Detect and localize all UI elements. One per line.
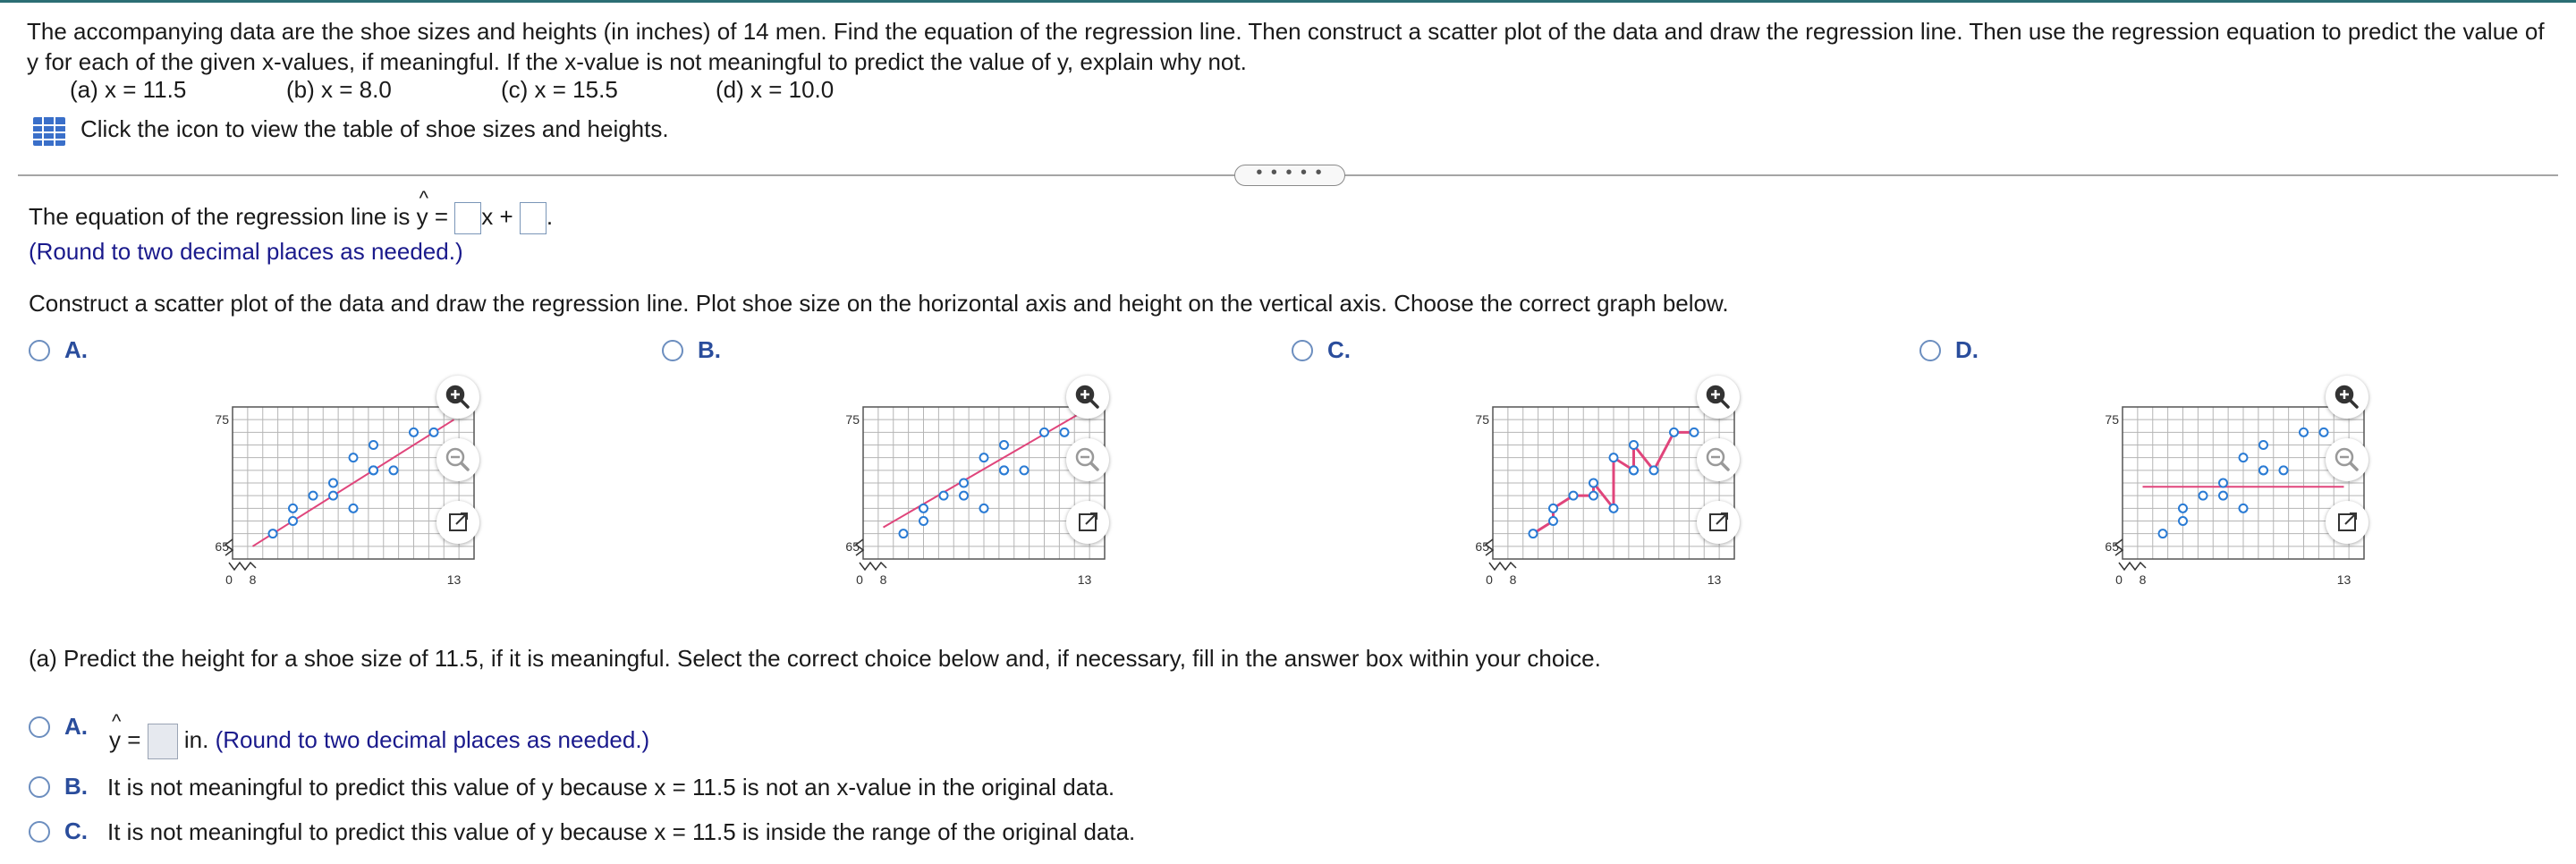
data-point <box>269 529 277 538</box>
data-point <box>1549 517 1557 525</box>
data-point <box>980 453 988 462</box>
radio-option-c[interactable] <box>1292 340 1313 361</box>
y-tick-label: 75 <box>215 412 229 428</box>
data-point <box>1670 428 1678 436</box>
axis-break-x <box>1489 563 1516 570</box>
zoom-in-icon[interactable] <box>1066 376 1109 419</box>
choice-b-text: It is not meaningful to predict this value of y because x = 11.5 is not an x-value in the original data. <box>107 774 1115 800</box>
x-tick-label: 8 <box>249 572 257 587</box>
radio-choice-b[interactable] <box>29 776 50 798</box>
axis-break-x <box>229 563 256 570</box>
data-point <box>1530 529 1538 538</box>
data-point <box>2199 492 2207 500</box>
popout-icon[interactable] <box>436 501 479 544</box>
data-point <box>2179 504 2187 512</box>
y-tick-label: 75 <box>1475 412 1489 428</box>
choice-b-letter: B. <box>64 773 88 800</box>
data-point <box>1610 504 1618 512</box>
data-point <box>289 517 297 525</box>
radio-option-d[interactable] <box>1919 340 1941 361</box>
top-accent-bar <box>0 0 2576 3</box>
data-point <box>289 504 297 512</box>
data-point <box>919 517 928 525</box>
data-point <box>309 492 318 500</box>
zoom-in-icon[interactable] <box>1697 376 1740 419</box>
data-point <box>1589 492 1597 500</box>
x-tick-label: 0 <box>225 572 233 587</box>
radio-choice-c[interactable] <box>29 821 50 843</box>
zoom-out-icon[interactable] <box>1066 438 1109 481</box>
part-a-question: (a) Predict the height for a shoe size of 11.5, if it is meaningful. Select the correct choice below and, if necessary, fill in the answer box within your choice. <box>29 645 1601 672</box>
choice-a-hint: (Round to two decimal places as needed.) <box>215 725 650 753</box>
x-tick-label: 13 <box>1077 572 1092 587</box>
radio-choice-a[interactable] <box>29 716 50 738</box>
data-point <box>960 479 968 487</box>
y-tick-label: 65 <box>1475 538 1489 554</box>
slope-input[interactable] <box>454 202 481 234</box>
part-b-label: (b) x = 8.0 <box>286 76 392 103</box>
data-point <box>430 428 438 436</box>
regression-hint: (Round to two decimal places as needed.) <box>29 238 463 265</box>
data-point <box>329 492 337 500</box>
choice-c-letter: C. <box>64 817 88 844</box>
data-point <box>2179 517 2187 525</box>
option-a-letter: A. <box>64 336 88 363</box>
data-point <box>1549 504 1557 512</box>
data-point <box>980 504 988 512</box>
data-point <box>410 428 418 436</box>
x-tick-label: 8 <box>879 572 887 587</box>
data-point <box>2240 504 2248 512</box>
data-point <box>1589 479 1597 487</box>
data-point <box>960 492 968 500</box>
data-point <box>2259 466 2267 474</box>
x-plus-label: x + <box>481 203 513 230</box>
radio-option-a[interactable] <box>29 340 50 361</box>
regression-equation-line <box>29 202 553 234</box>
y-tick-label: 65 <box>215 538 229 554</box>
data-point <box>1610 453 1618 462</box>
zoom-out-icon[interactable] <box>436 438 479 481</box>
data-point <box>390 466 398 474</box>
expand-handle[interactable]: • • • • • <box>1234 165 1345 186</box>
choice-c-text: It is not meaningful to predict this value of y because x = 11.5 is inside the range of the original data. <box>107 818 1136 845</box>
data-point <box>369 466 377 474</box>
choice-a-y-hat: ^ y <box>109 725 121 754</box>
x-tick-label: 0 <box>856 572 863 587</box>
data-point <box>1570 492 1578 500</box>
data-point <box>2159 529 2167 538</box>
data-point <box>369 441 377 449</box>
x-tick-label: 8 <box>1509 572 1517 587</box>
zoom-in-icon[interactable] <box>436 376 479 419</box>
data-point <box>2320 428 2328 436</box>
data-point <box>350 504 358 512</box>
equals-sign: = <box>428 203 449 230</box>
data-point <box>350 453 358 462</box>
axis-break-x <box>860 563 886 570</box>
zoom-out-icon[interactable] <box>1697 438 1740 481</box>
data-point <box>919 504 928 512</box>
intercept-input[interactable] <box>520 202 547 234</box>
data-point <box>2300 428 2308 436</box>
table-link-text[interactable]: Click the icon to view the table of shoe sizes and heights. <box>80 115 669 142</box>
zoom-out-icon[interactable] <box>2326 438 2368 481</box>
choice-a-unit: in. <box>183 725 209 753</box>
data-point <box>2280 466 2288 474</box>
y-tick-label: 75 <box>845 412 860 428</box>
choice-a-equals: = <box>121 725 141 753</box>
part-d-label: (d) x = 10.0 <box>716 76 835 103</box>
table-icon[interactable] <box>32 116 66 147</box>
scatter-question: Construct a scatter plot of the data and draw the regression line. Plot shoe size on the horizontal axis and height on the vertical axis. Choose the correct graph below. <box>29 290 1729 317</box>
problem-statement: The accompanying data are the shoe sizes and heights (in inches) of 14 men. Find the equation of the regression line. Then construct a scatter plot of the data and draw the regression line. Then use the regression equation to predict the value of y for each of the given x-values, if meaningful. If the x-value is not meaningful to predict the value of y, explain why not. <box>27 18 2545 75</box>
x-tick-label: 13 <box>2336 572 2351 587</box>
radio-option-b[interactable] <box>662 340 683 361</box>
choice-a-content <box>109 724 649 759</box>
height-prediction-input[interactable] <box>148 724 178 759</box>
data-point <box>1630 441 1638 449</box>
x-tick-label: 8 <box>2139 572 2147 587</box>
data-point <box>1021 466 1029 474</box>
data-point <box>2259 441 2267 449</box>
part-c-label: (c) x = 15.5 <box>501 76 618 103</box>
data-point <box>1630 466 1638 474</box>
choice-a-letter: A. <box>64 713 88 740</box>
zoom-in-icon[interactable] <box>2326 376 2368 419</box>
regression-prefix: The equation of the regression line is <box>29 203 417 230</box>
y-hat: ^ y <box>417 202 428 231</box>
data-point <box>1690 428 1699 436</box>
option-c-letter: C. <box>1327 336 1351 363</box>
option-b-letter: B. <box>698 336 721 363</box>
x-tick-label: 0 <box>2115 572 2123 587</box>
data-point <box>1040 428 1048 436</box>
data-point <box>900 529 908 538</box>
y-tick-label: 65 <box>845 538 860 554</box>
axis-break-x <box>2119 563 2146 570</box>
y-tick-label: 75 <box>2105 412 2119 428</box>
x-tick-label: 13 <box>1707 572 1722 587</box>
data-point <box>2240 453 2248 462</box>
y-tick-label: 65 <box>2105 538 2119 554</box>
data-point <box>1650 466 1658 474</box>
data-point <box>2219 492 2227 500</box>
x-tick-label: 0 <box>1486 572 1493 587</box>
popout-icon[interactable] <box>1066 501 1109 544</box>
period: . <box>546 203 554 230</box>
data-point <box>1000 441 1008 449</box>
data-point <box>2219 479 2227 487</box>
option-d-letter: D. <box>1955 336 1979 363</box>
popout-icon[interactable] <box>1697 501 1740 544</box>
data-point <box>1061 428 1069 436</box>
data-point <box>940 492 948 500</box>
popout-icon[interactable] <box>2326 501 2368 544</box>
x-tick-label: 13 <box>446 572 462 587</box>
part-a-label: (a) x = 11.5 <box>70 76 187 103</box>
data-point <box>1000 466 1008 474</box>
data-point <box>329 479 337 487</box>
